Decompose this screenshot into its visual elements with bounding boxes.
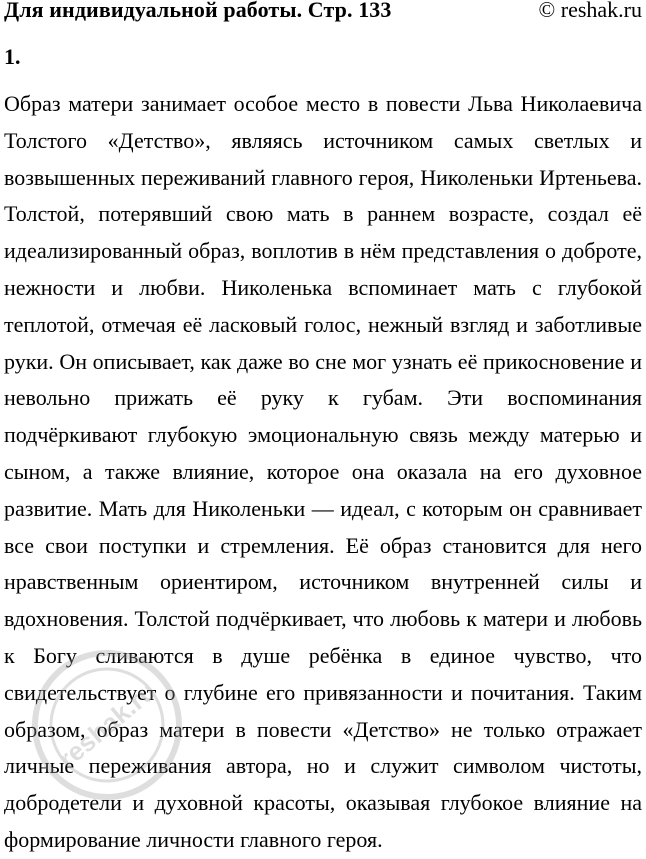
answer-text: Образ матери занимает особое место в повести Льва Николаевича Толстого «Детство», являясь источником самых светлых и возвышенных переживаний главного героя, Николеньки Иртеньева. Толстой, потерявший свою мать в раннем возрасте, создал её идеализированный образ, воплотив в нём представления о доброте, нежности и любви. Николенька вспоминает мать с глубокой теплотой, отмечая её ласковый голос, нежный взгляд и заботливые руки. Он описывает, как даже во сне мог узнать её прикосновение и невольно прижать её руку к губам. Эти воспоминания подчёркивают глубокую эмоциональную связь между матерью и сыном, а также влияние, которое она оказала на его духовное развитие. Мать для Николеньки — идеал, с которым он сравнивает все свои поступки и стремления. Её образ становится для него нравственным ориентиром, источником внутренней силы и вдохновения. Толстой подчёркивает, что любовь к матери и любовь к Богу сливаются в душе ребёнка в единое чувство, что свидетельствует о глубине его привязанности и почитания. Таким образом, образ матери в повести «Детство» не только отражает личные переживания автора, но и служит символом чистоты, добродетели и духовной красоты, оказывая глубокое влияние на формирование личности главного героя. [4,91,642,852]
task-number: 1. [4,44,21,69]
watermark-text: reshak.ru [52,675,162,775]
page-header [4,0,642,26]
page-title: Для индивидуальной работы. Стр. 133 [4,0,392,22]
source-credit: © reshak.ru [538,0,642,22]
